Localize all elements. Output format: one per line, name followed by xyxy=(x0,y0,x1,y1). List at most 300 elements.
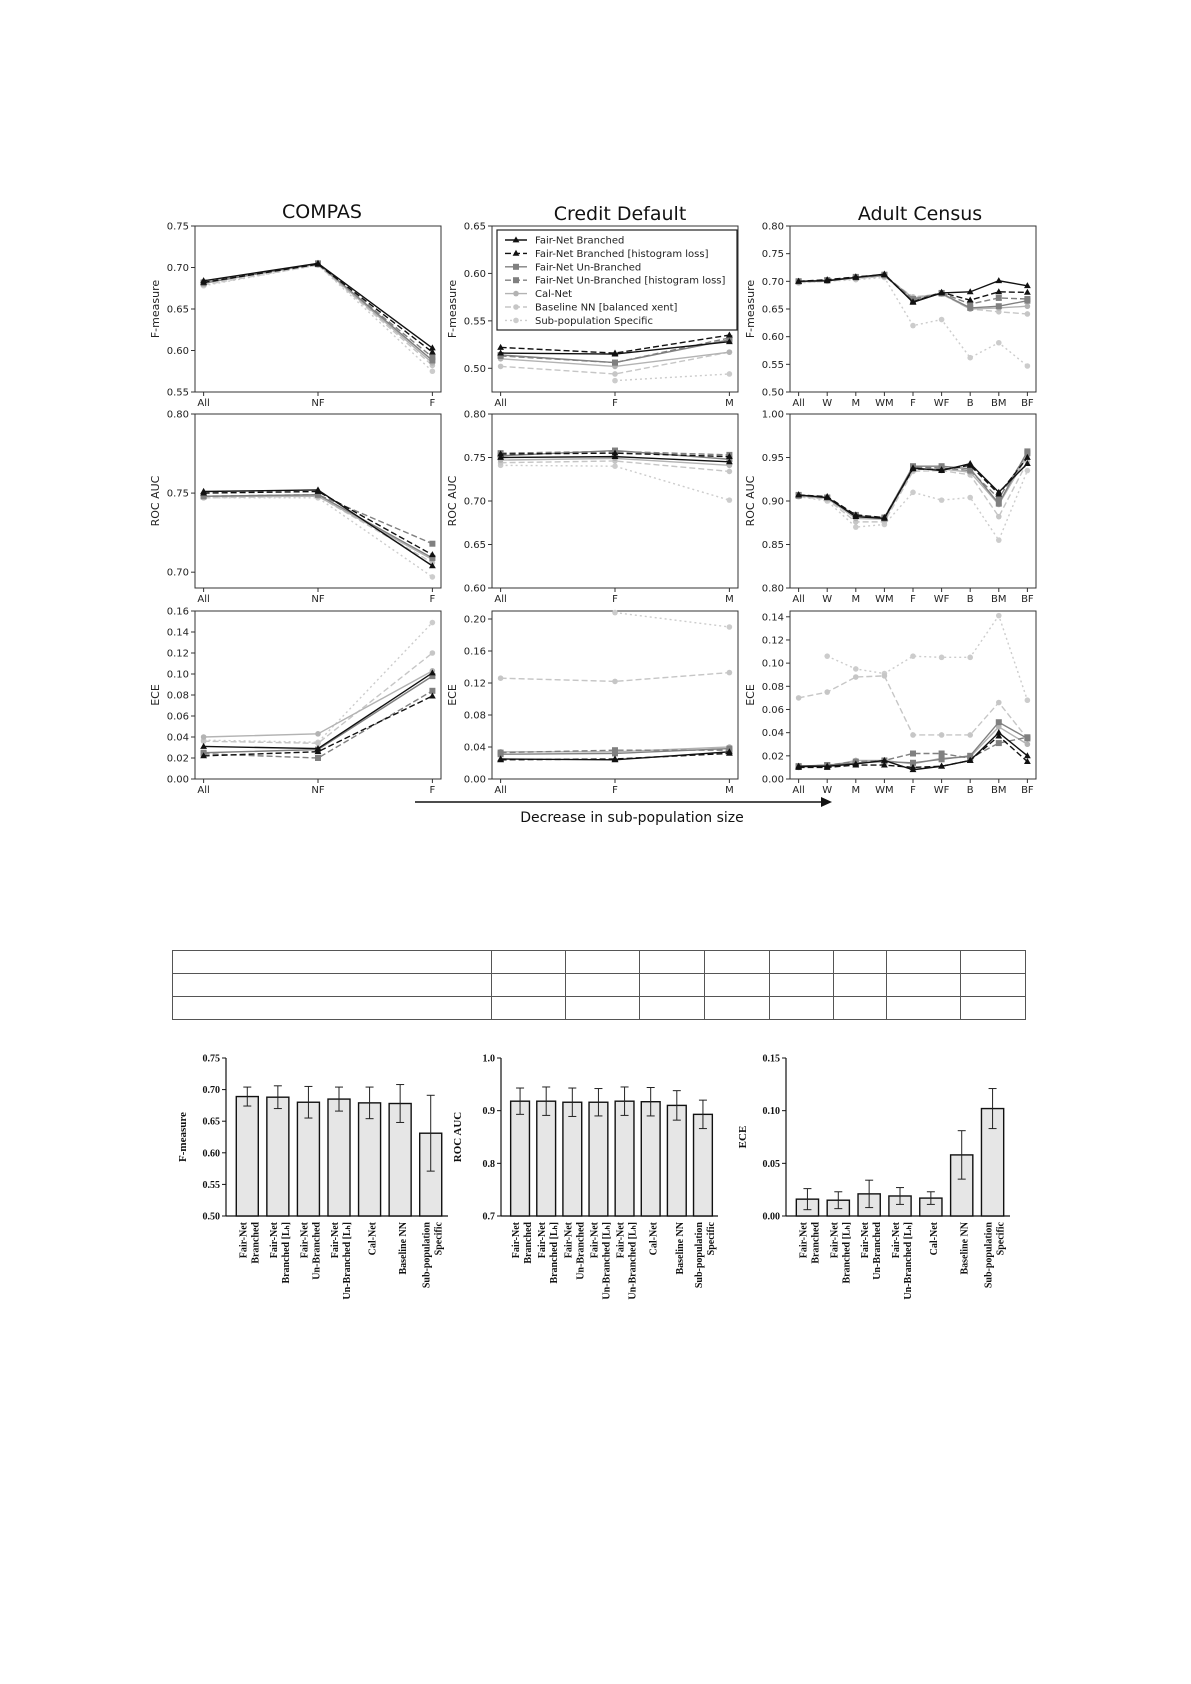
x-tick-label: F xyxy=(429,785,436,796)
x-tick-label-line: Baseline NN xyxy=(398,1222,410,1275)
y-tick-label: 0.60 xyxy=(463,268,486,280)
x-tick-label xyxy=(422,1221,445,1288)
data-point xyxy=(727,349,733,355)
x-tick-label-line: Fair-Net xyxy=(615,1222,627,1259)
y-tick-label: 0.60 xyxy=(202,1148,220,1160)
series-line xyxy=(501,465,730,500)
y-axis-label: ROC AUC xyxy=(149,475,162,527)
y-tick-label: 0.00 xyxy=(761,774,784,786)
x-tick-label-line: Fair-Net xyxy=(798,1222,810,1259)
data-point xyxy=(996,613,1002,619)
x-tick-label xyxy=(929,1221,940,1255)
data-point xyxy=(1024,448,1030,454)
data-point xyxy=(430,574,436,580)
x-tick-label: BF xyxy=(1021,398,1034,409)
bar xyxy=(359,1103,381,1216)
data-point xyxy=(1025,303,1031,309)
compas-title: COMPAS xyxy=(282,201,362,223)
data-point xyxy=(727,371,733,377)
data-point xyxy=(727,670,733,676)
x-tick-label-line: Branched xyxy=(250,1222,262,1264)
y-tick-label: 1.00 xyxy=(761,409,784,421)
legend-label: Baseline NN [balanced xent] xyxy=(535,302,678,314)
x-tick-label-line: Un-Branched xyxy=(872,1222,884,1280)
data-point xyxy=(315,731,321,737)
data-point xyxy=(727,624,733,630)
data-point xyxy=(967,355,973,361)
x-tick-label xyxy=(299,1221,322,1279)
x-tick-label xyxy=(589,1221,612,1299)
plot-frame xyxy=(195,226,441,392)
series-line xyxy=(204,490,433,566)
data-point xyxy=(853,674,859,680)
data-point xyxy=(430,368,436,374)
data-point xyxy=(910,751,916,757)
y-tick-label: 0.60 xyxy=(463,583,486,595)
y-axis-label: ECE xyxy=(737,1125,749,1149)
series-line xyxy=(204,496,433,559)
y-tick-label: 0.70 xyxy=(761,276,784,288)
y-tick-label: 0.04 xyxy=(463,742,486,754)
data-point xyxy=(996,537,1002,543)
x-tick-label xyxy=(330,1221,353,1299)
x-tick-label: All xyxy=(494,594,507,605)
table-cell xyxy=(566,997,640,1020)
y-tick-label: 1.0 xyxy=(482,1053,495,1065)
line-panel xyxy=(744,611,1036,796)
data-point xyxy=(967,495,973,501)
x-tick-label xyxy=(649,1221,660,1255)
y-tick-label: 0.12 xyxy=(166,648,189,660)
x-tick-label-line: Specific xyxy=(433,1222,445,1256)
x-tick-label-line: Un-Branched [Lₕ] xyxy=(903,1222,914,1300)
y-tick-label: 0.65 xyxy=(463,540,486,551)
series-line xyxy=(799,722,1028,766)
y-tick-label: 0.16 xyxy=(166,606,189,618)
table-cell xyxy=(887,974,961,997)
table-cell xyxy=(834,951,887,974)
data-point xyxy=(939,751,945,757)
legend-marker xyxy=(513,304,519,310)
data-point xyxy=(727,469,733,475)
data-point xyxy=(967,305,973,311)
x-tick-label-line: Sub-population xyxy=(983,1222,995,1289)
y-tick-label: 0.05 xyxy=(762,1158,780,1170)
table-cell xyxy=(769,974,834,997)
x-tick-label-line: Un-Branched [Lₕ] xyxy=(342,1222,353,1300)
data-point xyxy=(996,740,1002,746)
x-tick-label-line: Fair-Net xyxy=(891,1222,902,1259)
data-point xyxy=(1025,468,1031,474)
y-tick-label: 0.55 xyxy=(463,316,486,328)
bar xyxy=(236,1097,258,1216)
data-point xyxy=(498,364,504,370)
y-tick-label: 0.55 xyxy=(166,387,189,399)
y-tick-label: 0.80 xyxy=(761,221,784,233)
data-point xyxy=(967,655,973,661)
x-tick-label: NF xyxy=(311,594,325,605)
data-point xyxy=(910,732,916,738)
legend-label: Cal-Net xyxy=(535,289,573,301)
data-point xyxy=(910,653,916,659)
table-row xyxy=(173,997,1026,1020)
y-axis-label: ECE xyxy=(149,684,162,706)
y-tick-label: 0.12 xyxy=(463,678,486,690)
empty-table xyxy=(172,950,1026,1020)
bar xyxy=(667,1105,686,1216)
series-line xyxy=(204,495,433,558)
x-tick-label: WF xyxy=(933,594,950,605)
x-tick-label: F xyxy=(910,785,916,796)
y-tick-label: 0.75 xyxy=(761,249,784,261)
x-tick-label-line: Baseline NN xyxy=(674,1222,686,1275)
y-axis-label: F-measure xyxy=(149,279,162,339)
series-line xyxy=(615,374,729,381)
table-cell xyxy=(834,997,887,1020)
x-tick-label xyxy=(960,1221,971,1274)
y-tick-label: 0.65 xyxy=(761,304,784,316)
x-tick-label-line: Un-Branched [Lₕ] xyxy=(601,1222,613,1300)
y-tick-label: 0.90 xyxy=(761,496,784,508)
y-tick-label: 0.02 xyxy=(761,751,784,763)
x-tick-label: NF xyxy=(311,785,325,796)
y-tick-label: 0.10 xyxy=(761,658,784,670)
x-tick-label: W xyxy=(822,594,833,605)
table-cell xyxy=(961,997,1026,1020)
bar xyxy=(641,1102,660,1216)
y-tick-label: 0.60 xyxy=(761,332,784,344)
y-tick-label: 0.12 xyxy=(761,635,784,647)
data-point xyxy=(996,340,1002,346)
table-cell xyxy=(704,951,769,974)
x-tick-label: BM xyxy=(991,594,1007,605)
x-tick-label: WF xyxy=(933,785,950,796)
x-tick-label: BF xyxy=(1021,785,1034,796)
x-tick-label xyxy=(675,1221,686,1274)
data-point xyxy=(967,732,973,738)
x-tick-label: NF xyxy=(311,398,325,409)
bar xyxy=(297,1102,319,1216)
x-tick-label-line: Fair-Net xyxy=(829,1222,841,1259)
data-point xyxy=(430,650,436,656)
legend-marker xyxy=(513,291,519,297)
table-cell xyxy=(769,997,834,1020)
y-tick-label: 0.15 xyxy=(762,1053,780,1065)
y-tick-label: 0.75 xyxy=(166,488,189,500)
y-axis-label: ECE xyxy=(744,684,757,706)
x-tick-label: M xyxy=(851,785,861,796)
x-tick-label: All xyxy=(197,594,210,605)
x-tick-label-line: Un-Branched xyxy=(575,1222,587,1280)
x-tick-label: M xyxy=(851,594,861,605)
x-tick-label-line: Sub-population xyxy=(421,1222,433,1289)
data-point xyxy=(824,653,830,659)
data-point xyxy=(796,695,802,701)
x-tick-label-line: Specific xyxy=(995,1222,1007,1256)
y-tick-label: 0.65 xyxy=(463,221,486,233)
data-point xyxy=(1025,741,1031,747)
table-cell xyxy=(640,997,705,1020)
x-tick-label-line: Baseline NN xyxy=(959,1222,971,1275)
x-tick-label: WM xyxy=(875,785,894,796)
y-tick-label: 0.00 xyxy=(762,1211,780,1223)
x-tick-label xyxy=(398,1221,409,1274)
y-tick-label: 0.55 xyxy=(202,1179,220,1191)
y-tick-label: 0.60 xyxy=(166,346,189,357)
x-tick-label: BM xyxy=(991,785,1007,796)
bar xyxy=(537,1101,556,1216)
x-tick-label-line: Branched [Lₕ] xyxy=(549,1222,561,1284)
data-point xyxy=(939,317,945,323)
y-tick-label: 0.14 xyxy=(166,627,189,639)
x-tick-label-line: Fair-Net xyxy=(268,1222,280,1259)
data-point xyxy=(910,490,916,496)
legend-label: Fair-Net Un-Branched [histogram loss] xyxy=(535,275,726,287)
y-tick-label: 0.00 xyxy=(463,774,486,786)
bar xyxy=(694,1114,713,1216)
y-tick-label: 0.70 xyxy=(202,1085,220,1097)
data-point xyxy=(939,497,945,503)
data-point xyxy=(429,344,436,350)
x-tick-label xyxy=(616,1221,639,1299)
x-tick-label xyxy=(563,1221,586,1279)
series-line xyxy=(204,263,433,360)
table-cell xyxy=(566,951,640,974)
line-panel xyxy=(149,410,441,606)
legend-marker xyxy=(513,318,519,324)
data-point xyxy=(853,666,859,672)
x-tick-label-line: Fair-Net xyxy=(563,1222,575,1259)
table-cell xyxy=(491,997,565,1020)
y-tick-label: 0.70 xyxy=(166,567,189,579)
table-cell xyxy=(491,951,565,974)
y-tick-label: 0.14 xyxy=(761,612,784,624)
y-tick-label: 0.8 xyxy=(482,1158,495,1170)
x-tick-label: F xyxy=(910,398,916,409)
series-line xyxy=(204,495,433,544)
y-tick-label: 0.06 xyxy=(166,711,189,723)
credit-default-title: Credit Default xyxy=(553,203,687,225)
y-tick-label: 0.55 xyxy=(761,359,784,371)
bar-panel xyxy=(452,1054,718,1300)
data-point xyxy=(910,323,916,329)
data-point xyxy=(612,371,618,377)
bar xyxy=(589,1102,608,1216)
x-tick-label xyxy=(694,1221,717,1288)
data-point xyxy=(996,501,1002,507)
x-tick-label-line: Fair-Net xyxy=(537,1222,549,1259)
bar-panel xyxy=(177,1054,448,1300)
x-tick-label-line: Cal-Net xyxy=(928,1222,940,1256)
data-point xyxy=(939,756,945,762)
x-tick-label-line: Cal-Net xyxy=(367,1222,379,1256)
y-axis-label: ROC AUC xyxy=(446,475,459,527)
series-line xyxy=(204,498,433,577)
y-axis-label: ECE xyxy=(446,684,459,706)
y-axis-label: F-measure xyxy=(446,279,459,339)
y-tick-label: 0.80 xyxy=(166,409,189,421)
x-tick-label xyxy=(984,1221,1007,1288)
table-cell xyxy=(640,951,705,974)
x-tick-label-line: Branched [Lₕ] xyxy=(841,1222,853,1284)
x-tick-label-line: Fair-Net xyxy=(860,1222,872,1259)
y-tick-label: 0.70 xyxy=(463,496,486,508)
data-point xyxy=(430,620,436,626)
y-tick-label: 0.95 xyxy=(761,453,784,464)
series-line xyxy=(204,265,433,371)
x-tick-label: All xyxy=(792,594,805,605)
data-point xyxy=(939,655,945,661)
x-tick-label xyxy=(269,1221,292,1283)
data-point xyxy=(612,610,618,616)
y-tick-label: 0.9 xyxy=(482,1106,495,1118)
data-point xyxy=(939,732,945,738)
x-tick-label: W xyxy=(822,398,833,409)
x-tick-label-line: Branched xyxy=(523,1222,535,1264)
table-cell xyxy=(704,974,769,997)
y-tick-label: 0.04 xyxy=(166,732,189,744)
data-point xyxy=(497,344,504,350)
series-line xyxy=(204,492,433,555)
bar xyxy=(267,1097,289,1216)
x-tick-label: M xyxy=(725,594,734,605)
table-cell xyxy=(887,997,961,1020)
x-tick-label-line: Fair-Net xyxy=(589,1222,601,1259)
data-point xyxy=(853,524,859,530)
y-tick-label: 0.70 xyxy=(166,263,189,274)
bar xyxy=(511,1101,530,1216)
x-tick-label: W xyxy=(822,785,833,796)
table-cell xyxy=(834,974,887,997)
data-point xyxy=(498,675,504,681)
legend-marker xyxy=(513,277,519,283)
data-point xyxy=(612,378,618,384)
y-tick-label: 0.08 xyxy=(463,710,486,722)
series-line xyxy=(204,263,433,348)
line-panel xyxy=(446,410,738,606)
x-tick-label xyxy=(368,1221,379,1255)
y-tick-label: 0.50 xyxy=(463,363,486,375)
y-tick-label: 0.7 xyxy=(482,1211,495,1223)
legend-label: Fair-Net Branched [histogram loss] xyxy=(535,248,709,260)
data-point xyxy=(1024,735,1030,741)
x-tick-label: All xyxy=(197,398,210,409)
data-point xyxy=(315,755,321,761)
data-point xyxy=(967,460,974,466)
x-tick-label: All xyxy=(494,398,507,409)
data-point xyxy=(1025,697,1031,703)
bar xyxy=(328,1099,350,1216)
plot-frame xyxy=(492,414,738,588)
table-cell xyxy=(887,951,961,974)
x-tick-label-line: Fair-Net xyxy=(511,1222,523,1259)
series-line xyxy=(799,471,1028,541)
table-row xyxy=(173,974,1026,997)
x-tick-label: WM xyxy=(875,594,894,605)
series-line xyxy=(204,264,433,363)
data-point xyxy=(996,700,1002,706)
line-panel xyxy=(744,222,1036,410)
data-point xyxy=(996,719,1002,725)
x-tick-label: BM xyxy=(991,398,1007,409)
x-tick-label: All xyxy=(792,785,805,796)
table-cell xyxy=(491,974,565,997)
y-tick-label: 0.06 xyxy=(761,704,784,716)
x-tick-label: F xyxy=(612,785,618,796)
data-point xyxy=(429,551,436,557)
x-tick-label: All xyxy=(792,398,805,409)
line-panel xyxy=(149,222,441,410)
x-tick-label xyxy=(511,1221,534,1263)
x-tick-label-line: Fair-Net xyxy=(238,1222,250,1259)
y-tick-label: 0.02 xyxy=(166,753,189,765)
data-point xyxy=(1025,311,1031,317)
bar xyxy=(563,1102,582,1216)
table-cell xyxy=(640,974,705,997)
y-tick-label: 0.10 xyxy=(166,669,189,681)
table-cell xyxy=(173,951,492,974)
x-tick-label xyxy=(238,1221,261,1263)
series-line xyxy=(799,451,1028,517)
x-tick-label: M xyxy=(725,785,734,796)
table-cell xyxy=(961,974,1026,997)
y-tick-label: 0.20 xyxy=(463,614,486,626)
series-line xyxy=(204,623,433,743)
x-tick-label-line: Un-Branched [Lₕ] xyxy=(627,1222,639,1300)
x-tick-label: B xyxy=(966,785,974,796)
x-tick-label xyxy=(860,1221,883,1279)
data-point xyxy=(1024,298,1030,304)
bar-panels xyxy=(177,1054,1010,1300)
data-point xyxy=(429,357,435,363)
y-tick-label: 0.50 xyxy=(761,387,784,399)
table-cell xyxy=(704,997,769,1020)
data-point xyxy=(996,295,1002,301)
x-tick-label-line: Un-Branched xyxy=(311,1222,323,1280)
x-tick-label: M xyxy=(725,398,734,409)
x-tick-label xyxy=(798,1221,821,1263)
y-tick-label: 0.08 xyxy=(761,681,784,693)
x-tick-label-line: Branched xyxy=(810,1222,822,1264)
y-axis-label: F-measure xyxy=(177,1112,189,1162)
y-tick-label: 0.16 xyxy=(463,646,486,658)
y-tick-label: 0.75 xyxy=(166,221,189,233)
data-point xyxy=(1025,363,1031,369)
data-point xyxy=(612,360,618,366)
x-tick-label: F xyxy=(612,398,618,409)
y-axis-label: ROC AUC xyxy=(452,1111,464,1163)
data-point xyxy=(882,673,888,679)
line-panel xyxy=(744,410,1036,606)
data-point xyxy=(612,463,618,469)
x-tick-label: B xyxy=(966,398,974,409)
data-point xyxy=(996,514,1002,520)
table-cell xyxy=(566,974,640,997)
x-tick-label: F xyxy=(612,594,618,605)
x-tick-label: F xyxy=(910,594,916,605)
x-tick-label: M xyxy=(851,398,861,409)
series-line xyxy=(615,613,729,627)
size-arrow-head xyxy=(821,797,832,807)
x-tick-label xyxy=(537,1221,560,1283)
x-tick-label-line: Cal-Net xyxy=(648,1222,660,1256)
legend-label: Sub-population Specific xyxy=(535,315,653,327)
legend-label: Fair-Net Un-Branched xyxy=(535,262,642,274)
y-tick-label: 0.80 xyxy=(463,409,486,421)
x-tick-label: WF xyxy=(933,398,950,409)
data-point xyxy=(201,734,207,740)
legend xyxy=(497,230,737,330)
